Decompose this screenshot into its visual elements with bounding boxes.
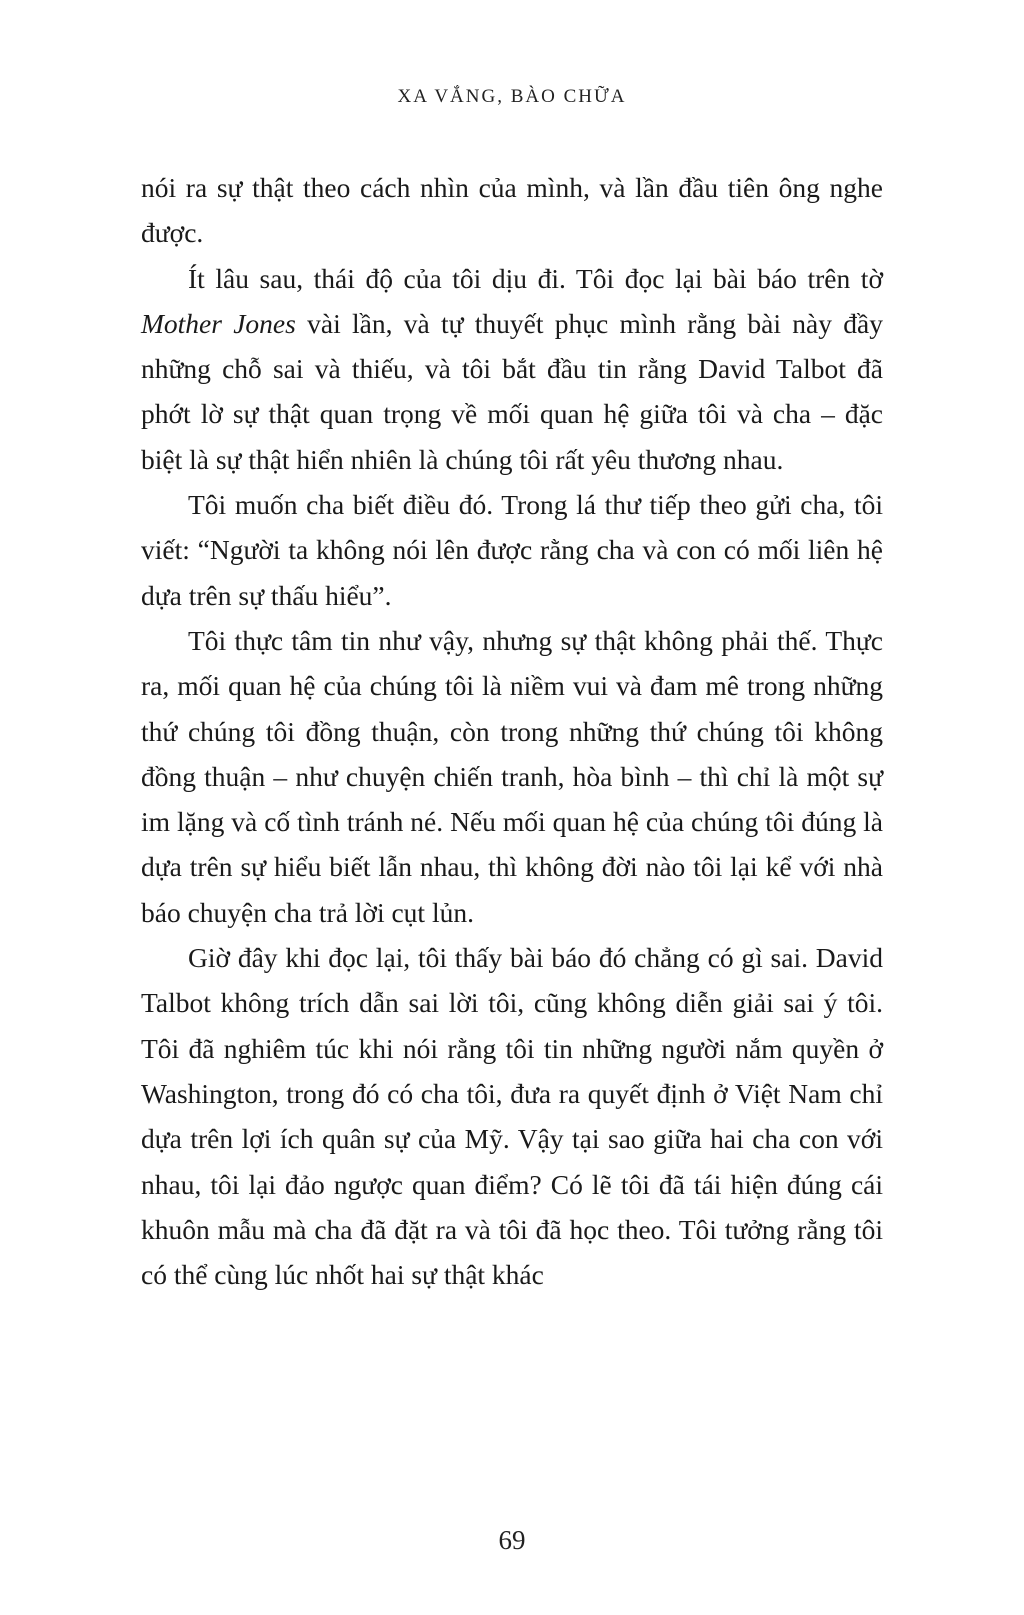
paragraph-text: Ít lâu sau, thái độ của tôi dịu đi. Tôi đọc lại bài báo trên tờ [188,262,883,294]
paragraph: nói ra sự thật theo cách nhìn của mình, và lần đầu tiên ông nghe được. [141,172,883,249]
paragraph: Tôi thực tâm tin như vậy, nhưng sự thật không phải thế. Thực ra, mối quan hệ của chúng tôi là niềm vui và đam mê trong những thứ chúng tôi đồng thuận, còn trong những thứ chúng tôi không đồng thuận – như chuyện chiến tranh, hòa bình – thì chỉ là một sự im lặng và cố tình tránh né. Nếu mối quan hệ của chúng tôi đúng là dựa trên sự hiểu biết lẫn nhau, thì không đời nào tôi lại kể với nhà báo chuyện cha trả lời cụt lủn. [141,624,883,928]
page-number: 69 [498,1525,526,1555]
running-header: XA VẮNG, BÀO CHỮA [397,86,627,107]
paragraph: Giờ đây khi đọc lại, tôi thấy bài báo đó chẳng có gì sai. David Talbot không trích dẫn sai lời tôi, cũng không diễn giải sai ý tôi. Tôi đã nghiêm túc khi nói rằng tôi tin những người nắm quyền ở Washington, trong đó có cha tôi, đưa ra quyết định ở Việt Nam chỉ dựa trên lợi ích quân sự của Mỹ. Vậy tại sao giữa hai cha con với nhau, tôi lại đảo ngược quan điểm? Có lẽ tôi đã tái hiện đúng cái khuôn mẫu mà cha đã đặt ra và tôi đã học theo. Tôi tưởng rằng tôi có thể cùng lúc nhốt hai sự thật khác [141,942,883,1291]
paragraph [141,256,883,482]
publication-title: Mother Jones [141,307,296,339]
paragraph: Tôi muốn cha biết điều đó. Trong lá thư tiếp theo gửi cha, tôi viết: “Người ta không nói lên được rằng cha và con có mối liên hệ dựa trên sự thấu hiểu”. [141,489,883,611]
paragraph-text: vài lần, và tự thuyết phục mình rằng bài này đầy những chỗ sai và thiếu, và tôi bắt đầu tin rằng David Talbot đã phớt lờ sự thật quan trọng về mối quan hệ giữa tôi và cha – đặc biệt là sự thật hiển nhiên là chúng tôi rất yêu thương nhau. [141,307,883,475]
body-text [141,165,883,1297]
